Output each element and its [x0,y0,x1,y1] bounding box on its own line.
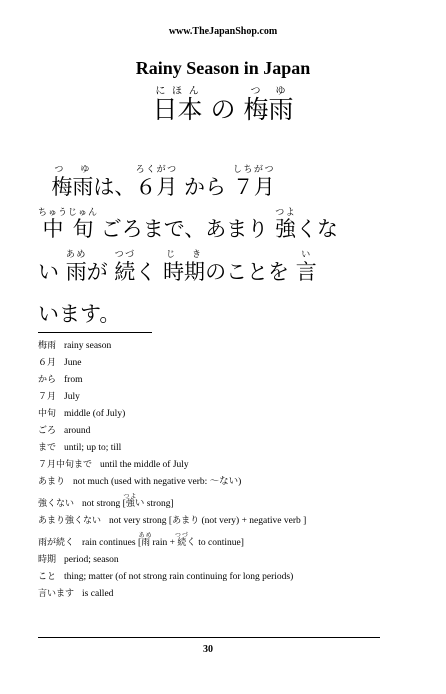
passage-line-3: い 雨あめが 続つづく 時期じ きのことを 言い [38,250,317,284]
vocab-item: 雨が続く rain continues [雨あめ rain + 続つづく to continue] [38,533,244,548]
vocab-item: あまり強くない not very strong [あまり (not very) + negative verb ] [38,516,307,526]
page-number: 30 [203,644,213,655]
vocab-item: こと thing; matter (of not strong rain continuing for long periods) [38,572,294,582]
ruby-word: ６月ろくがつ [135,165,178,199]
vocab-item: あまり not much (used with negative verb: ～ない) [38,477,242,487]
vocab-item: 梅雨 rainy season [38,341,112,351]
vocab-item: ６月 June [38,358,82,368]
ruby-word: 中旬ちゅうじゅん [38,208,99,241]
ruby-word: 言い [295,250,317,284]
ruby-word: 雨あめ [65,250,87,284]
vocab-item: ７月 July [38,392,80,402]
reading-passage [38,165,410,335]
passage-line-1: 梅雨つ ゆは、６月ろくがつ から ７月しちがつ [51,165,275,199]
title-word: 梅雨つゆ [243,86,294,124]
ruby-word: 続つづ [114,250,136,284]
vocab-item: 時期 period; season [38,555,119,565]
footer-divider [38,637,380,638]
passage-line-4: います。 [38,302,121,326]
vocabulary-list [38,340,410,605]
vocab-item: 中旬 middle (of July) [38,409,126,419]
passage-line-2: 中旬ちゅうじゅん ごろまで、あまり 強つよくな [38,208,338,241]
site-url: www.TheJapanShop.com [168,26,278,37]
ruby-word: 強つよ [274,208,296,241]
ruby-word: ７月しちがつ [232,165,275,199]
vocab-item: 言います is called [38,589,114,599]
page-title-english: Rainy Season in Japan [135,58,311,78]
ruby-word: 続つづ [174,533,189,548]
ruby-word: 強つよ [123,494,138,509]
vocab-item: ７月中旬まで until the middle of July [38,460,189,470]
page-title-japanese [0,86,446,130]
ruby-word: 時期じ き [163,250,206,284]
footnote-divider [38,332,152,333]
vocab-item: まで until; up to; till [38,443,122,453]
ruby-word: 雨あめ [138,533,153,548]
title-word: 日本にほん [152,86,203,124]
title-particle: の [202,95,244,124]
vocab-item: 強くない not strong [強つよい strong] [38,494,174,509]
vocab-item: から from [38,375,83,385]
vocab-item: ごろ around [38,426,91,436]
ruby-word: 梅雨つ ゆ [51,165,94,199]
